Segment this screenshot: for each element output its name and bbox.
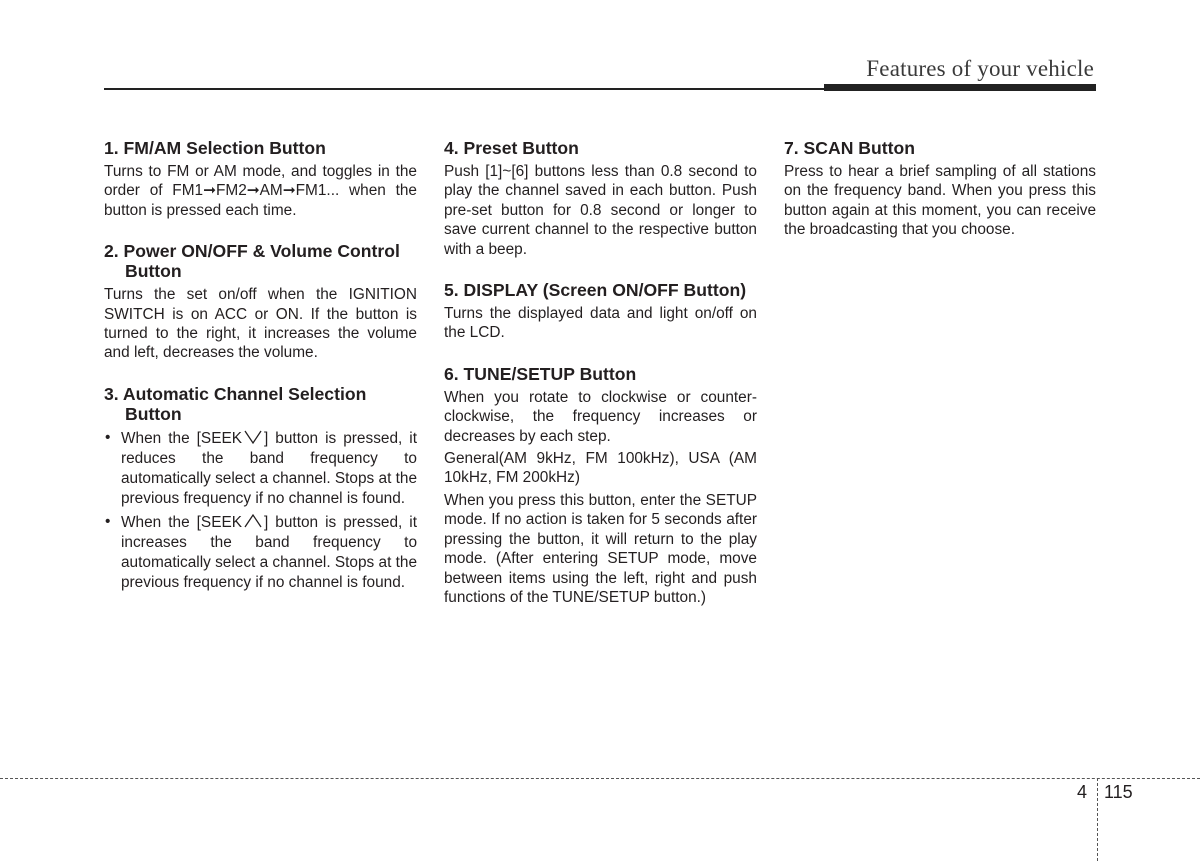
page-number: 115 <box>1104 782 1133 802</box>
section-heading: 5. DISPLAY (Screen ON/OFF Button) <box>444 280 747 301</box>
section-auto-channel <box>104 384 417 593</box>
page-chapter: 4 <box>1077 782 1088 802</box>
column-1 <box>104 138 417 614</box>
section-paragraph: Turns to FM or AM mode, and toggles in the order of FM1➞FM2➞AM➞FM1... when the button is pressed each time. <box>104 163 417 219</box>
section-paragraph: When you rotate to clockwise or counter-clockwise, the frequency increases or decreases by each step. <box>444 388 757 445</box>
section-heading: 1. FM/AM Selection Button <box>104 138 326 158</box>
section-paragraph: Turns the set on/off when the IGNITION SWITCH is on ACC or ON. If the button is turned to the right, it increases the volume and left, decreases the volume. <box>104 286 417 362</box>
chevron-up-icon <box>243 512 263 530</box>
section-heading: 3. Automatic Channel Selection Button <box>104 383 367 424</box>
section-paragraph: Push [1]~[6] buttons less than 0.8 second to play the channel saved in each button. Push pre-set button for 0.8 second or longer to save current channel to the respective button with a beep. <box>444 163 757 258</box>
section-paragraph: Press to hear a brief sampling of all stations on the frequency band. When you press this button again at this moment, you can receive the broadcasting that you choose. <box>784 163 1096 239</box>
section-scan <box>784 138 1096 240</box>
section-heading: 7. SCAN Button <box>784 138 915 158</box>
bullet-text-pre: When the [SEEK <box>121 513 242 531</box>
section-preset <box>444 138 757 259</box>
header-rule-accent <box>824 84 1096 91</box>
section-heading: 2. Power ON/OFF & Volume Control Button <box>104 241 400 282</box>
column-3 <box>784 138 1096 261</box>
header-rule <box>104 88 826 90</box>
column-2 <box>444 138 757 628</box>
list-item <box>104 512 417 593</box>
bullet-list <box>104 428 417 593</box>
section-paragraph: When you press this button, enter the SETUP mode. If no action is taken for 5 seconds after pressing the button, it will return to the play mode. (After entering SETUP mode, move between items using the left, right and push functions of the TUNE/SETUP button.) <box>444 491 757 606</box>
bullet-dot: • <box>105 428 111 446</box>
bullet-text-post: ] button is pressed, it increases the band frequency to automatically select a channel. Stops at the previous frequency if no channel is found. <box>121 513 418 591</box>
bullet-dot: • <box>105 512 111 530</box>
section-paragraph: General(AM 9kHz, FM 100kHz), USA (AM 10kHz, FM 200kHz) <box>444 450 757 487</box>
footer-vertical-divider <box>1097 778 1098 861</box>
section-heading: 4. Preset Button <box>444 138 579 158</box>
chevron-down-icon <box>243 428 263 446</box>
bullet-text-post: ] button is pressed, it reduces the band frequency to automatically select a channel. Stops at the previous frequency if no channel is found. <box>121 429 418 507</box>
section-power-volume <box>104 241 417 363</box>
header-title: Features of your vehicle <box>866 56 1094 81</box>
section-heading: 6. TUNE/SETUP Button <box>444 363 637 384</box>
bullet-text-pre: When the [SEEK <box>121 429 242 447</box>
list-item <box>104 428 417 509</box>
section-fm-am <box>104 138 417 220</box>
footer-divider <box>0 778 1200 779</box>
section-paragraph: Turns the displayed data and light on/off on the LCD. <box>444 305 757 342</box>
section-tune-setup <box>444 364 757 607</box>
section-display <box>444 280 757 343</box>
